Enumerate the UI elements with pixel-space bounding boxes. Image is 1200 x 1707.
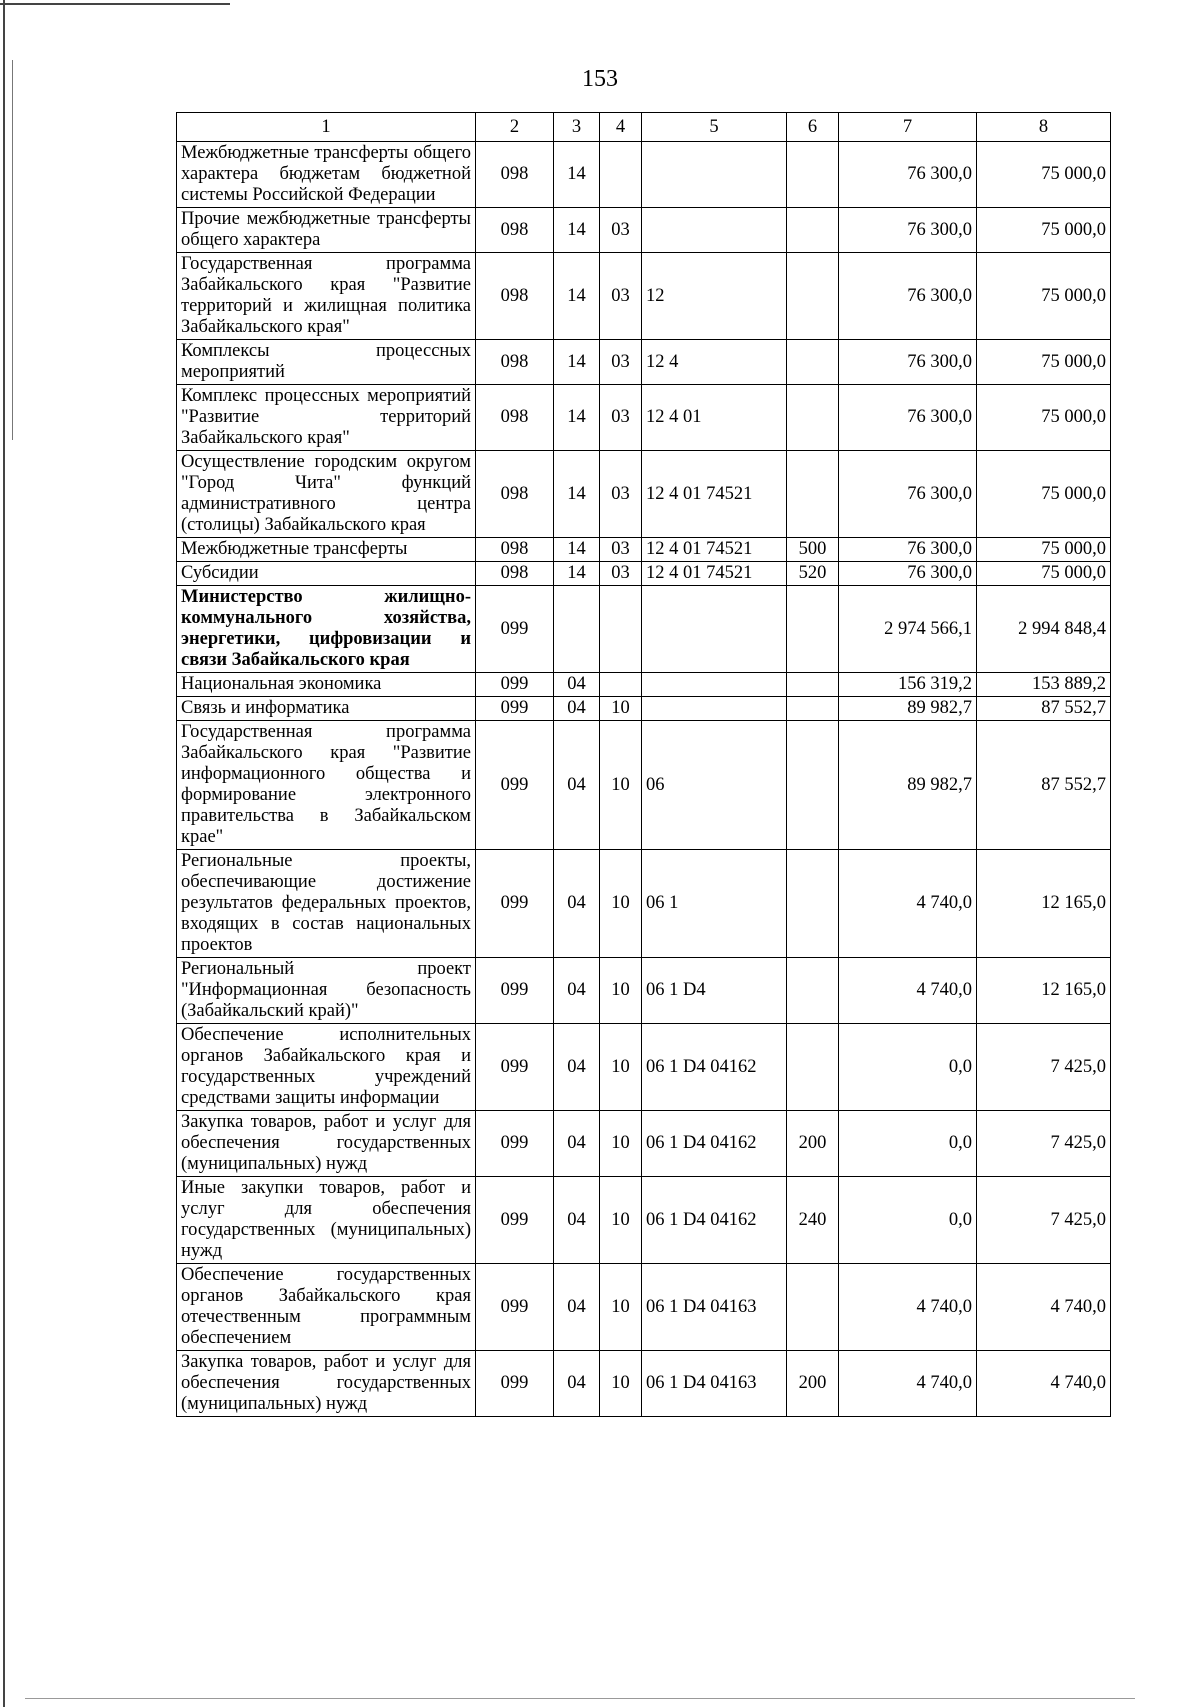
- section-code-cell: 04: [554, 1264, 600, 1351]
- amount-year2-cell: 75 000,0: [977, 385, 1111, 451]
- table-row: [177, 451, 1111, 538]
- row-name-cell: Государственная программа Забайкальского края "Развитие информационного общества и формирование электронного правительства в Забайкальском крае": [177, 721, 476, 850]
- scan-edge-bottom: [25, 1698, 1135, 1699]
- table-row: [177, 1024, 1111, 1111]
- section-code-cell: 04: [554, 958, 600, 1024]
- row-name-cell: Обеспечение государственных органов Забайкальского края отечественным программным обеспечением: [177, 1264, 476, 1351]
- amount-year1-cell: 89 982,7: [839, 721, 977, 850]
- amount-year1-cell: 4 740,0: [839, 958, 977, 1024]
- table-row: [177, 697, 1111, 721]
- target-article-cell: 06 1 D4 04163: [642, 1351, 787, 1417]
- amount-year1-cell: 2 974 566,1: [839, 586, 977, 673]
- section-code-cell: 04: [554, 673, 600, 697]
- section-code-cell: 04: [554, 697, 600, 721]
- target-article-cell: 06 1 D4 04163: [642, 1264, 787, 1351]
- table-row: [177, 1111, 1111, 1177]
- table-row: [177, 586, 1111, 673]
- section-code-cell: 14: [554, 451, 600, 538]
- ministry-code-cell: 098: [476, 385, 554, 451]
- table-row: [177, 850, 1111, 958]
- row-name-cell: Региональные проекты, обеспечивающие достижение результатов федеральных проектов, входящих в состав национальных проектов: [177, 850, 476, 958]
- row-name-cell: Связь и информатика: [177, 697, 476, 721]
- ministry-code-cell: 098: [476, 142, 554, 208]
- section-code-cell: 04: [554, 721, 600, 850]
- section-code-cell: 14: [554, 340, 600, 385]
- column-header: 4: [600, 113, 642, 142]
- table-row: [177, 1264, 1111, 1351]
- amount-year1-cell: 76 300,0: [839, 562, 977, 586]
- expense-type-cell: [787, 958, 839, 1024]
- subsection-code-cell: 10: [600, 697, 642, 721]
- row-name-cell: Прочие межбюджетные трансферты общего характера: [177, 208, 476, 253]
- row-name-cell: Комплекс процессных мероприятий "Развитие территорий Забайкальского края": [177, 385, 476, 451]
- expense-type-cell: [787, 142, 839, 208]
- amount-year1-cell: 4 740,0: [839, 1264, 977, 1351]
- target-article-cell: 12 4 01 74521: [642, 451, 787, 538]
- amount-year2-cell: 7 425,0: [977, 1024, 1111, 1111]
- expense-type-cell: [787, 586, 839, 673]
- subsection-code-cell: 10: [600, 1177, 642, 1264]
- row-name-cell: Национальная экономика: [177, 673, 476, 697]
- section-code-cell: 14: [554, 385, 600, 451]
- ministry-code-cell: 099: [476, 1351, 554, 1417]
- column-header: 6: [787, 113, 839, 142]
- ministry-code-cell: 098: [476, 451, 554, 538]
- amount-year1-cell: 76 300,0: [839, 253, 977, 340]
- target-article-cell: 06 1: [642, 850, 787, 958]
- column-header: 3: [554, 113, 600, 142]
- amount-year2-cell: 4 740,0: [977, 1264, 1111, 1351]
- ministry-code-cell: 099: [476, 721, 554, 850]
- amount-year2-cell: 7 425,0: [977, 1177, 1111, 1264]
- amount-year2-cell: 4 740,0: [977, 1351, 1111, 1417]
- ministry-code-cell: 099: [476, 586, 554, 673]
- target-article-cell: 12 4: [642, 340, 787, 385]
- subsection-code-cell: 03: [600, 253, 642, 340]
- expense-type-cell: [787, 340, 839, 385]
- target-article-cell: 06 1 D4: [642, 958, 787, 1024]
- table-row: [177, 340, 1111, 385]
- section-code-cell: 14: [554, 208, 600, 253]
- target-article-cell: 12 4 01 74521: [642, 562, 787, 586]
- table-row: [177, 253, 1111, 340]
- amount-year2-cell: 75 000,0: [977, 208, 1111, 253]
- subsection-code-cell: 10: [600, 1351, 642, 1417]
- ministry-code-cell: 098: [476, 253, 554, 340]
- amount-year1-cell: 4 740,0: [839, 1351, 977, 1417]
- expense-type-cell: 500: [787, 538, 839, 562]
- target-article-cell: [642, 142, 787, 208]
- budget-table: [176, 112, 1111, 1417]
- subsection-code-cell: 03: [600, 538, 642, 562]
- subsection-code-cell: 10: [600, 850, 642, 958]
- subsection-code-cell: [600, 673, 642, 697]
- amount-year2-cell: 75 000,0: [977, 538, 1111, 562]
- table-row: [177, 1177, 1111, 1264]
- amount-year2-cell: 2 994 848,4: [977, 586, 1111, 673]
- section-code-cell: 04: [554, 1351, 600, 1417]
- row-name-cell: Министерство жилищно-коммунального хозяйства, энергетики, цифровизации и связи Забайкальского края: [177, 586, 476, 673]
- amount-year2-cell: 7 425,0: [977, 1111, 1111, 1177]
- target-article-cell: 06 1 D4 04162: [642, 1024, 787, 1111]
- amount-year2-cell: 75 000,0: [977, 340, 1111, 385]
- ministry-code-cell: 098: [476, 208, 554, 253]
- scan-edge-top: [0, 3, 230, 5]
- subsection-code-cell: [600, 586, 642, 673]
- column-header: 2: [476, 113, 554, 142]
- expense-type-cell: [787, 1024, 839, 1111]
- ministry-code-cell: 099: [476, 1177, 554, 1264]
- ministry-code-cell: 098: [476, 562, 554, 586]
- amount-year1-cell: 89 982,7: [839, 697, 977, 721]
- page-number: 153: [582, 66, 618, 92]
- ministry-code-cell: 099: [476, 1024, 554, 1111]
- amount-year1-cell: 0,0: [839, 1177, 977, 1264]
- expense-type-cell: 240: [787, 1177, 839, 1264]
- row-name-cell: Закупка товаров, работ и услуг для обеспечения государственных (муниципальных) нужд: [177, 1111, 476, 1177]
- subsection-code-cell: 10: [600, 721, 642, 850]
- amount-year1-cell: 4 740,0: [839, 850, 977, 958]
- amount-year2-cell: 75 000,0: [977, 451, 1111, 538]
- expense-type-cell: [787, 385, 839, 451]
- ministry-code-cell: 098: [476, 538, 554, 562]
- subsection-code-cell: 03: [600, 340, 642, 385]
- target-article-cell: 12 4 01: [642, 385, 787, 451]
- amount-year1-cell: 76 300,0: [839, 385, 977, 451]
- subsection-code-cell: 10: [600, 1024, 642, 1111]
- row-name-cell: Межбюджетные трансферты общего характера бюджетам бюджетной системы Российской Федерации: [177, 142, 476, 208]
- table-row: [177, 673, 1111, 697]
- target-article-cell: 12 4 01 74521: [642, 538, 787, 562]
- ministry-code-cell: 099: [476, 697, 554, 721]
- ministry-code-cell: 099: [476, 1111, 554, 1177]
- expense-type-cell: 200: [787, 1351, 839, 1417]
- amount-year1-cell: 76 300,0: [839, 142, 977, 208]
- row-name-cell: Осуществление городским округом "Город Чита" функций административного центра (столицы) Забайкальского края: [177, 451, 476, 538]
- amount-year1-cell: 76 300,0: [839, 451, 977, 538]
- amount-year2-cell: 153 889,2: [977, 673, 1111, 697]
- table-row: [177, 538, 1111, 562]
- section-code-cell: [554, 586, 600, 673]
- ministry-code-cell: 099: [476, 958, 554, 1024]
- scan-edge-left: [3, 0, 5, 1707]
- amount-year1-cell: 0,0: [839, 1111, 977, 1177]
- expense-type-cell: [787, 850, 839, 958]
- target-article-cell: 06 1 D4 04162: [642, 1177, 787, 1264]
- amount-year2-cell: 12 165,0: [977, 958, 1111, 1024]
- subsection-code-cell: [600, 142, 642, 208]
- section-code-cell: 04: [554, 1177, 600, 1264]
- amount-year2-cell: 75 000,0: [977, 253, 1111, 340]
- table-row: [177, 208, 1111, 253]
- expense-type-cell: [787, 721, 839, 850]
- table-row: [177, 1351, 1111, 1417]
- amount-year2-cell: 12 165,0: [977, 850, 1111, 958]
- column-header: 5: [642, 113, 787, 142]
- subsection-code-cell: 03: [600, 385, 642, 451]
- expense-type-cell: [787, 1264, 839, 1351]
- target-article-cell: 06: [642, 721, 787, 850]
- section-code-cell: 04: [554, 1024, 600, 1111]
- section-code-cell: 14: [554, 253, 600, 340]
- table-row: [177, 958, 1111, 1024]
- row-name-cell: Комплексы процессных мероприятий: [177, 340, 476, 385]
- amount-year2-cell: 87 552,7: [977, 721, 1111, 850]
- section-code-cell: 14: [554, 142, 600, 208]
- row-name-cell: Закупка товаров, работ и услуг для обеспечения государственных (муниципальных) нужд: [177, 1351, 476, 1417]
- table-row: [177, 385, 1111, 451]
- amount-year2-cell: 75 000,0: [977, 562, 1111, 586]
- target-article-cell: [642, 697, 787, 721]
- row-name-cell: Иные закупки товаров, работ и услуг для обеспечения государственных (муниципальных) нужд: [177, 1177, 476, 1264]
- section-code-cell: 04: [554, 850, 600, 958]
- expense-type-cell: [787, 208, 839, 253]
- ministry-code-cell: 099: [476, 673, 554, 697]
- table-header-row: [177, 113, 1111, 142]
- subsection-code-cell: 10: [600, 1264, 642, 1351]
- amount-year2-cell: 75 000,0: [977, 142, 1111, 208]
- table-row: [177, 721, 1111, 850]
- section-code-cell: 14: [554, 538, 600, 562]
- target-article-cell: [642, 208, 787, 253]
- column-header: 8: [977, 113, 1111, 142]
- expense-type-cell: [787, 673, 839, 697]
- scan-edge-left-inner: [12, 60, 13, 440]
- section-code-cell: 04: [554, 1111, 600, 1177]
- amount-year1-cell: 76 300,0: [839, 208, 977, 253]
- expense-type-cell: [787, 451, 839, 538]
- subsection-code-cell: 10: [600, 958, 642, 1024]
- target-article-cell: 12: [642, 253, 787, 340]
- target-article-cell: [642, 673, 787, 697]
- ministry-code-cell: 099: [476, 850, 554, 958]
- row-name-cell: Региональный проект "Информационная безопасность (Забайкальский край)": [177, 958, 476, 1024]
- section-code-cell: 14: [554, 562, 600, 586]
- subsection-code-cell: 10: [600, 1111, 642, 1177]
- ministry-code-cell: 099: [476, 1264, 554, 1351]
- table-body: [177, 142, 1111, 1417]
- row-name-cell: Обеспечение исполнительных органов Забайкальского края и государственных учреждений средствами защиты информации: [177, 1024, 476, 1111]
- row-name-cell: Межбюджетные трансферты: [177, 538, 476, 562]
- amount-year1-cell: 156 319,2: [839, 673, 977, 697]
- ministry-code-cell: 098: [476, 340, 554, 385]
- table-row: [177, 562, 1111, 586]
- amount-year1-cell: 76 300,0: [839, 538, 977, 562]
- target-article-cell: [642, 586, 787, 673]
- column-header: 1: [177, 113, 476, 142]
- expense-type-cell: 200: [787, 1111, 839, 1177]
- row-name-cell: Государственная программа Забайкальского края "Развитие территорий и жилищная политика Забайкальского края": [177, 253, 476, 340]
- expense-type-cell: [787, 253, 839, 340]
- amount-year2-cell: 87 552,7: [977, 697, 1111, 721]
- amount-year1-cell: 76 300,0: [839, 340, 977, 385]
- subsection-code-cell: 03: [600, 562, 642, 586]
- expense-type-cell: 520: [787, 562, 839, 586]
- column-header: 7: [839, 113, 977, 142]
- target-article-cell: 06 1 D4 04162: [642, 1111, 787, 1177]
- amount-year1-cell: 0,0: [839, 1024, 977, 1111]
- subsection-code-cell: 03: [600, 451, 642, 538]
- table-row: [177, 142, 1111, 208]
- subsection-code-cell: 03: [600, 208, 642, 253]
- row-name-cell: Субсидии: [177, 562, 476, 586]
- expense-type-cell: [787, 697, 839, 721]
